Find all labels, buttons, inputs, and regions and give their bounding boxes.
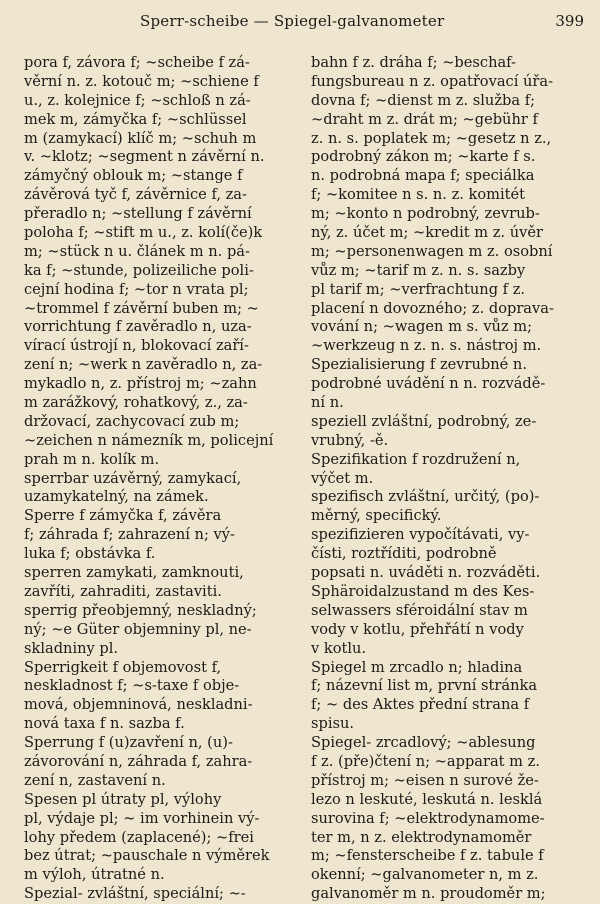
text-line: ~trommel f závěrní buben m; ~ (24, 299, 259, 317)
text-line: čísti, roztříditi, podrobně (311, 545, 497, 563)
text-line: bez útrat; ~pauschale n výměrek (24, 847, 270, 865)
text-line: vování n; ~wagen m s. vůz m; (311, 318, 533, 336)
text-line: bahn f z. dráha f; ~beschaf- (311, 54, 516, 71)
text-line: zení n, zastavení n. (24, 771, 166, 789)
text-line: ~zeichen n námezník m, policejní (24, 431, 274, 449)
text-line: f; názevní list m, první stránka (311, 677, 538, 695)
text-line: dovna f; ~dienst m z. služba f; (311, 91, 536, 109)
text-line: vody v kotlu, přehřátí n vody (311, 620, 524, 638)
text-line: přeradlo n; ~stellung f závěrní (24, 205, 252, 223)
text-line: popsati n. uváděti n. rozváděti. (311, 564, 541, 582)
text-line: lohy předem (zaplacené); ~frei (24, 828, 254, 846)
text-line: zavříti, zahraditi, zastaviti. (24, 582, 222, 600)
text-line: z. n. s. poplatek m; ~gesetz n z., (311, 129, 552, 147)
text-line: galvanoměr m n. proudoměr m; (311, 885, 546, 903)
text-line: pora f, závora f; ~scheibe f zá- (24, 54, 250, 71)
text-line: v. ~klotz; ~segment n závěrní n. (24, 148, 265, 166)
text-line: u., z. kolejnice f; ~schloß n zá- (24, 91, 251, 109)
left-column (24, 54, 302, 904)
text-line: Spezial- zvláštní, speciální; ~- (24, 885, 246, 903)
text-line: v kotlu. (311, 639, 367, 657)
text-line: Spiegel- zrcadlový; ~ablesung (311, 734, 536, 752)
text-line: pl, výdaje pl; ~ im vorhinein vý- (24, 809, 260, 827)
text-line: placení n dovozného; z. doprava- (311, 299, 554, 317)
text-line: pl tarif m; ~verfrachtung f z. (311, 280, 526, 298)
text-line: f; záhrada f; zahrazení n; vý- (24, 526, 235, 544)
text-line: podrobný zákon m; ~karte f s. (311, 148, 536, 166)
text-line: Sperrung f (u)zavření n, (u)- (24, 734, 233, 752)
text-line: uzamykatelný, na zámek. (24, 488, 209, 506)
text-line: spezifisch zvláštní, určitý, (po)- (311, 488, 540, 506)
text-line: vůz m; ~tarif m z. n. s. sazby (311, 261, 526, 279)
text-line: n. podrobná mapa f; speciálka (311, 167, 535, 185)
text-line: lezo n leskuté, leskutá n. lesklá (311, 790, 543, 808)
text-line: ter m, n z. elektrodynamoměr (311, 828, 532, 846)
text-line: m; ~fensterscheibe f z. tabule f (311, 847, 544, 865)
text-line: Spezialisierung f zevrubné n. (311, 356, 527, 374)
text-line: sperrbar uzávěrný, zamykací, (24, 469, 242, 487)
text-line: závorování n, záhrada f, zahra- (24, 752, 253, 770)
text-line: f; ~komitee n s. n. z. komitét (311, 186, 526, 204)
page-header (0, 6, 600, 36)
text-line: speziell zvláštní, podrobný, ze- (311, 412, 537, 430)
page-number: 399 (555, 12, 584, 30)
text-line: luka f; obstávka f. (24, 545, 156, 563)
text-line: závěrová tyč f, závěrnice f, za- (24, 186, 247, 204)
text-line: výčet m. (311, 469, 374, 487)
text-line: spezifizieren vypočítávati, vy- (311, 526, 530, 544)
text-line: podrobné uvádění n n. rozvádě- (311, 375, 546, 393)
text-line: f z. (pře)čtení n; ~apparat m z. (311, 752, 540, 770)
text-line: mová, objemninová, neskladni- (24, 696, 253, 714)
text-line: vorrichtung f zavěradlo n, uza- (24, 318, 252, 336)
running-title: Sperr-scheibe — Spiegel-galvanometer (140, 12, 445, 30)
right-column (311, 54, 585, 904)
text-line: měrný, specifický. (311, 507, 442, 525)
text-line: mykadlo n, z. přístroj m; ~zahn (24, 375, 257, 393)
text-line: sperren zamykati, zamknouti, (24, 564, 244, 582)
text-line: Spiegel m zrcadlo n; hladina (311, 658, 523, 676)
text-line: ka f; ~stunde, polizeiliche poli- (24, 261, 254, 279)
text-line: ~draht m z. drát m; ~gebühr f (311, 110, 538, 128)
text-line: Spezifikation f rozdružení n, (311, 450, 521, 468)
text-line: Sperre f zámyčka f, závěra (24, 507, 222, 525)
text-line: mek m, zámyčka f; ~schlüssel (24, 110, 247, 128)
text-line: držovací, zachycovací zub m; (24, 412, 240, 430)
text-line: prah m n. kolík m. (24, 450, 160, 468)
text-line: ný, z. účet m; ~kredit m z. úvěr (311, 224, 543, 242)
text-line: surovina f; ~elektrodynamome- (311, 809, 545, 827)
text-line: m výloh, útratné n. (24, 866, 165, 884)
text-line: neskladnost f; ~s-taxe f obje- (24, 677, 240, 695)
text-line: zení n; ~werk n zavěradlo n, za- (24, 356, 263, 374)
text-line: zámyčný oblouk m; ~stange f (24, 167, 243, 185)
text-line: poloha f; ~stift m u., z. kolí(če)k (24, 224, 263, 242)
text-line: nová taxa f n. sazba f. (24, 715, 185, 733)
text-line: m; ~konto n podrobný, zevrub- (311, 205, 540, 223)
text-line: skladniny pl. (24, 639, 119, 657)
text-line: f; ~ des Aktes přední strana f (311, 696, 530, 714)
text-line: selwassers sféroidální stav m (311, 601, 528, 619)
text-line: cejní hodina f; ~tor n vrata pl; (24, 280, 249, 298)
text-line: vrubný, -ě. (311, 431, 389, 449)
text-line: m; ~personenwagen m z. osobní (311, 242, 553, 260)
text-line: m; ~stück n u. článek m n. pá- (24, 242, 250, 260)
text-line: okenní; ~galvanometer n, m z. (311, 866, 539, 884)
text-line: Sphäroidalzustand m des Kes- (311, 582, 535, 600)
text-line: spisu. (311, 715, 355, 733)
text-line: ný; ~e Güter objemniny pl, ne- (24, 620, 252, 638)
text-line: sperrig přeobjemný, neskladný; (24, 601, 257, 619)
text-line: fungsbureau n z. opatřovací úřa- (311, 72, 554, 90)
text-line: m (zamykací) klíč m; ~schuh m (24, 129, 257, 147)
text-line: vírací ústrojí n, blokovací zaří- (24, 337, 249, 355)
text-line: m zarážkový, rohatkový, z., za- (24, 394, 248, 412)
text-line: Sperrigkeit f objemovost f, (24, 658, 222, 676)
text-line: ní n. (311, 394, 344, 412)
text-line: přístroj m; ~eisen n surové že- (311, 771, 539, 789)
text-line: ~werkzeug n z. n. s. nástroj m. (311, 337, 542, 355)
text-line: věrní n. z. kotouč m; ~schiene f (24, 72, 259, 90)
text-line: Spesen pl útraty pl, výlohy (24, 790, 222, 808)
